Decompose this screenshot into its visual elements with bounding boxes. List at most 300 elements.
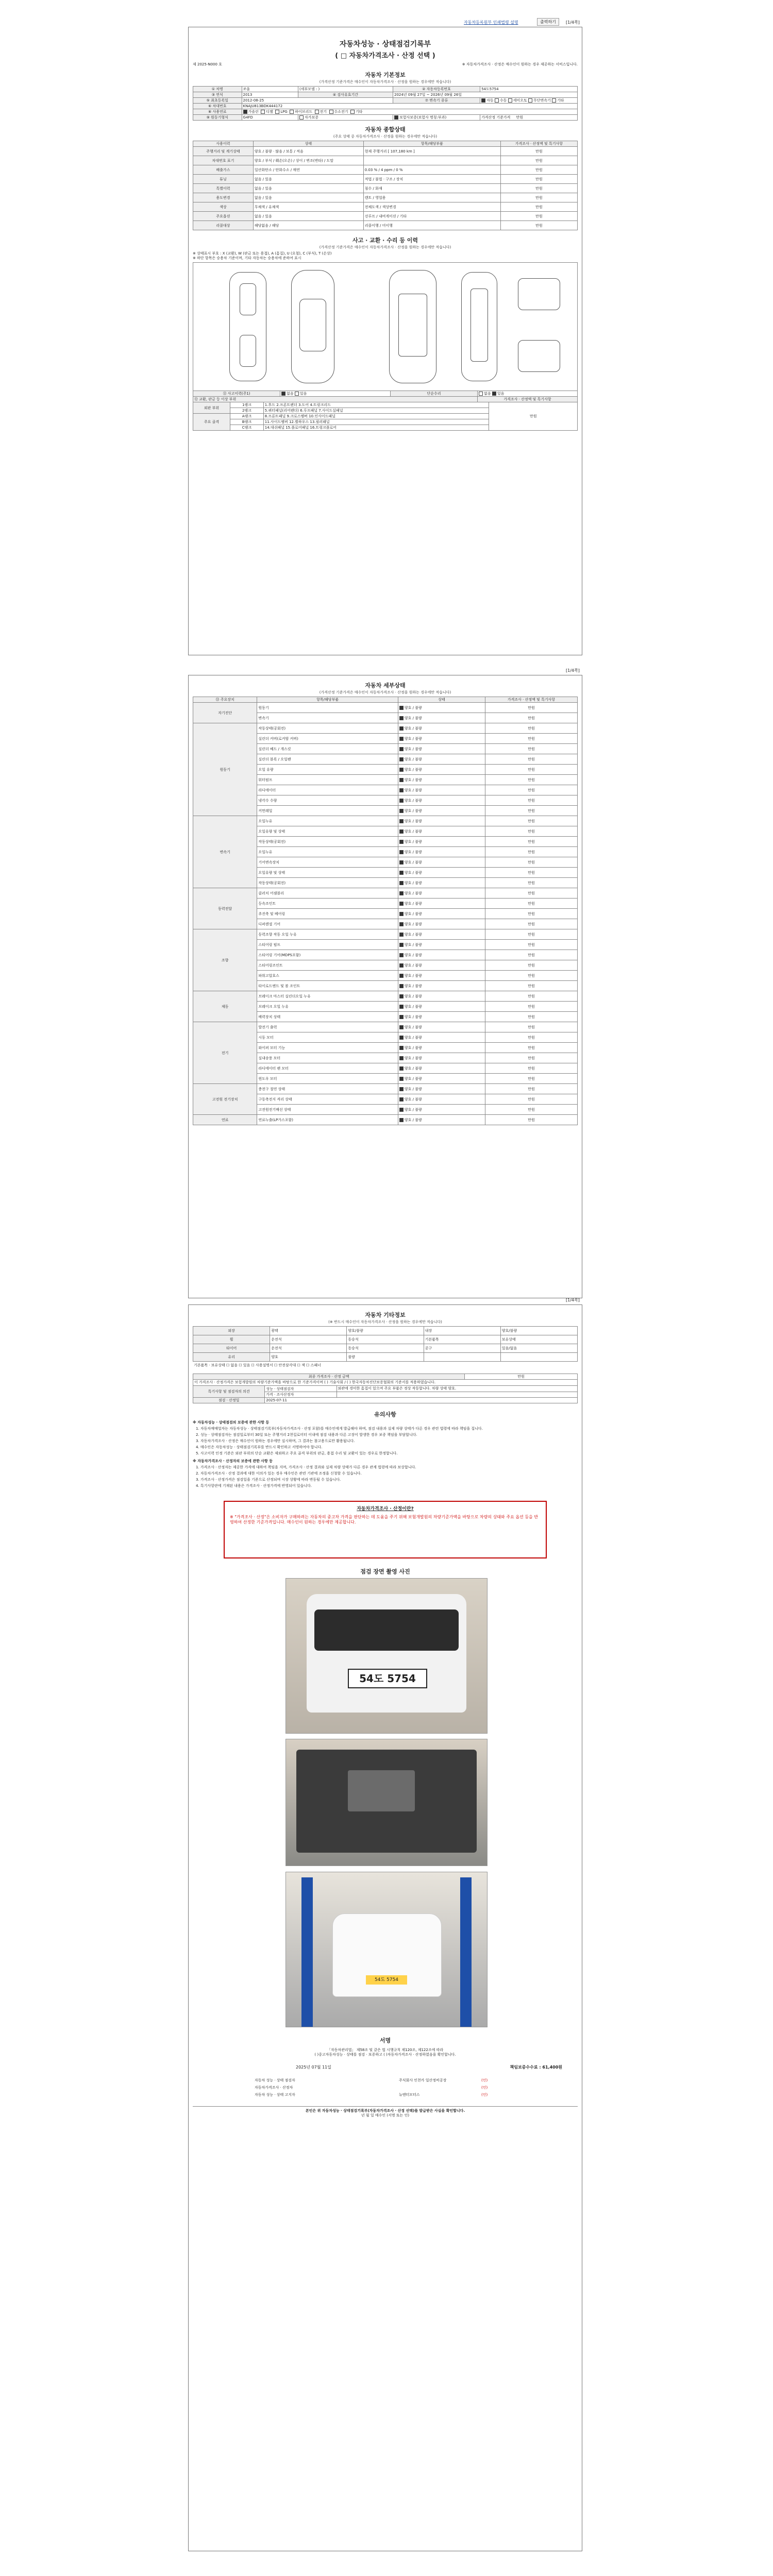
state-label: 양호 / 불량 (404, 705, 422, 710)
state-checkbox[interactable] (399, 974, 404, 978)
detail-item: 와이퍼 모터 기능 (257, 1043, 398, 1053)
fuel-checkbox-other[interactable] (350, 110, 355, 114)
doc-note: ※ 자동차가격조사 · 산정은 매수인이 원하는 경우 제공하는 서비스입니다. (462, 62, 578, 66)
fuel-checkbox-gasoline[interactable] (243, 110, 247, 114)
status-cell-state[interactable]: 없음 / 있음 (253, 212, 363, 221)
detail-unit: 만원 (485, 950, 578, 960)
detail-unit: 만원 (485, 816, 578, 826)
detail-state[interactable] (398, 1043, 485, 1053)
detail-unit: 만원 (485, 888, 578, 899)
status-cell-item: 적법 / 불법 · 구조 / 장치 (363, 175, 500, 184)
detail-unit: 만원 (485, 703, 578, 713)
status-row (193, 147, 578, 156)
final-price-note: 이 가격조사 · 산정가격은 보험개발원의 차량기준가액을 바탕으로 한 기준가격이며 ( ) 기술사회 / ( ) 한국자동차진단보증협회의 기준서를 적용하였습니다. (193, 1380, 578, 1386)
state-label: 양호 / 불량 (404, 891, 422, 895)
detail-state[interactable] (398, 723, 485, 734)
frame-side-inner (470, 289, 488, 362)
others-cell: 동승석 (347, 1344, 424, 1353)
status-cell-item: 현재 주행거리 [ 107,180 km ] (363, 147, 500, 156)
detail-item: 시동 모터 (257, 1032, 398, 1043)
engine-label: ⑨ 원동기형식 (193, 115, 242, 121)
others-cell (500, 1353, 577, 1362)
detail-item: 오일누유 (257, 847, 398, 857)
state-checkbox[interactable] (399, 768, 404, 772)
detail-state[interactable] (398, 971, 485, 981)
detail-item: 등속조인트 (257, 899, 398, 909)
vin-value: KNAJU813BDK444172 (242, 104, 577, 109)
detail-state[interactable] (398, 703, 485, 713)
state-checkbox[interactable] (399, 799, 404, 803)
detail-unit: 만원 (485, 1012, 578, 1022)
status-row (193, 184, 578, 193)
warranty-self-checkbox[interactable] (299, 115, 304, 120)
state-checkbox[interactable] (399, 984, 404, 988)
detail-state[interactable] (398, 868, 485, 878)
inspect-date-value: 2025-07-11 (265, 1398, 578, 1403)
detail-state[interactable] (398, 847, 485, 857)
detail-state[interactable] (398, 1053, 485, 1063)
detail-state[interactable] (398, 1022, 485, 1032)
state-checkbox[interactable] (399, 902, 404, 906)
detail-state[interactable] (398, 1002, 485, 1012)
detail-state[interactable] (398, 899, 485, 909)
detail-state[interactable] (398, 1115, 485, 1125)
state-checkbox[interactable] (399, 871, 404, 875)
detail-item: 기어변속장치 (257, 857, 398, 868)
trans-checkbox-auto[interactable] (481, 98, 485, 103)
trans-checkbox-manual[interactable] (495, 98, 499, 103)
detail-item: 작동상태(공회전) (257, 878, 398, 888)
notice-paragraph: 3. 가격조사 · 산정가격은 점검일을 기준으로 산정되며 시장 상황에 따라 변동될 수 있습니다. (196, 1478, 341, 1482)
detail-sub: (가격산정 기준가격은 매수인이 자동차가격조사 · 산정을 원하는 경우에만 적습니다) (319, 690, 451, 694)
detail-item: 오일 유량 (257, 765, 398, 775)
detail-item: 윈도우 모터 (257, 1074, 398, 1084)
detail-row (193, 816, 578, 826)
state-checkbox[interactable] (399, 922, 404, 926)
others-row (193, 1353, 578, 1362)
state-label: 양호 / 불량 (404, 777, 422, 782)
detail-state[interactable] (398, 919, 485, 929)
fuel-checkbox-hybrid[interactable] (290, 110, 294, 114)
detail-item: 오일유량 및 상태 (257, 826, 398, 837)
first-reg-label: ⑤ 최초등록일 (193, 98, 242, 104)
detail-state[interactable] (398, 806, 485, 816)
state-checkbox[interactable] (399, 819, 404, 823)
status-cell-name: 튜닝 (193, 175, 254, 184)
detail-unit: 만원 (485, 754, 578, 765)
final-price-label: 최종 가격조사 · 산정 금액 (193, 1374, 465, 1380)
state-checkbox[interactable] (399, 1025, 404, 1029)
detail-state[interactable] (398, 909, 485, 919)
detail-group-label: 조향 (193, 929, 257, 991)
accident-label: ⑪ 사고이력(주1) (193, 391, 280, 397)
status-cell-item (363, 156, 500, 165)
exchange-right: 가격조사 · 산정액 및 특기사항 (478, 397, 578, 402)
others-cell: 기본품목 (424, 1335, 500, 1344)
detail-state[interactable] (398, 734, 485, 744)
status-cell-state[interactable]: 해당없음 / 해당 (253, 221, 363, 230)
state-checkbox[interactable] (399, 850, 404, 854)
detail-state[interactable] (398, 1074, 485, 1084)
state-checkbox[interactable] (399, 1005, 404, 1009)
detail-item: 라디에이터 팬 모터 (257, 1063, 398, 1074)
state-label: 양호 / 불량 (404, 819, 422, 823)
detail-item: 충전구 절연 상태 (257, 1084, 398, 1094)
status-cell-name: 리콜대상 (193, 221, 254, 230)
plate-front: 54도 5754 (348, 1669, 427, 1688)
detail-item: 오일유량 및 상태 (257, 868, 398, 878)
signer-notifier: 자동차 성능 · 상태 고지자 (255, 2093, 295, 2097)
detail-item: 오일누유 (257, 816, 398, 826)
state-label: 양호 / 불량 (404, 953, 422, 957)
state-checkbox[interactable] (399, 1097, 404, 1101)
notice-paragraph: 4. 특기사항란에 기재된 내용은 가격조사 · 산정가격에 반영되어 있습니다. (196, 1484, 312, 1488)
state-label: 양호 / 불량 (404, 984, 422, 988)
notice-paragraph: 2. 성능 · 상태점검자는 점검일로부터 30일 또는 주행거리 2천킬로미터 이내에 점검 내용과 다른 고장이 발생한 경우 보증 책임을 부담합니다. (196, 1433, 417, 1437)
state-checkbox[interactable] (399, 1087, 404, 1091)
detail-item: 타이로드엔드 및 볼 조인트 (257, 981, 398, 991)
state-checkbox[interactable] (399, 860, 404, 865)
status-cell-state[interactable]: 양호 / 불량 · 많음 / 보통 / 적음 (253, 147, 363, 156)
state-checkbox[interactable] (399, 757, 404, 761)
rankA-parts: 8.프론트패널 9.크로스멤버 10.인사이드패널 (263, 414, 489, 419)
detail-item: 원동기 (257, 703, 398, 713)
frame-front-view (518, 278, 560, 310)
car-diagram (193, 262, 578, 391)
state-checkbox[interactable] (399, 881, 404, 885)
detail-unit: 만원 (485, 878, 578, 888)
notice-paragraph: 5. 사고이력 인정 기준은 외판 부위의 단순 교환은 제외하고 주요 골격 부위의 판금, 용접 수리 및 교환이 있는 경우로 한정합니다. (196, 1451, 398, 1455)
detail-unit: 만원 (485, 971, 578, 981)
status-row (193, 202, 578, 212)
state-checkbox[interactable] (399, 953, 404, 957)
trans-checkbox-semi[interactable] (508, 98, 512, 103)
print-law-link[interactable]: 자동차등록원부 인쇄법령 설명 (464, 20, 518, 25)
state-checkbox[interactable] (399, 1066, 404, 1071)
warranty-options: 자가보증 (298, 115, 393, 121)
detail-unit: 만원 (485, 960, 578, 971)
detail-unit: 만원 (485, 1115, 578, 1125)
detail-row (193, 888, 578, 899)
state-checkbox[interactable] (399, 963, 404, 968)
status-cell-item: 0.03 % / 4 ppm / 0 % (363, 165, 500, 175)
basic-title: 자동차 기본정보 (365, 72, 406, 78)
reg-no-value: 54도5754 (480, 87, 578, 92)
detail-group-label: 제동 (193, 991, 257, 1022)
state-checkbox[interactable] (399, 778, 404, 782)
price-role: 가격 · 조사산정자 (265, 1392, 337, 1398)
others-cell: 내장 (424, 1327, 500, 1335)
detail-state[interactable] (398, 744, 485, 754)
detail-item: 실내송풍 모터 (257, 1053, 398, 1063)
detail-group-label: 원동기 (193, 723, 257, 816)
detail-state[interactable] (398, 940, 485, 950)
inspect-value: 2024년 09월 27일 ~ 2026년 09월 26일 (393, 92, 577, 98)
detail-item: 동력조향 작동 오일 누유 (257, 929, 398, 940)
accident-title: 사고 · 교환 · 수리 등 이력 (352, 237, 418, 244)
state-checkbox[interactable] (399, 1036, 404, 1040)
state-checkbox[interactable] (399, 716, 404, 720)
detail-state[interactable] (398, 981, 485, 991)
seal-2: (인) (481, 2086, 488, 2090)
detail-state[interactable] (398, 857, 485, 868)
detail-state[interactable] (398, 713, 485, 723)
detail-state[interactable] (398, 816, 485, 826)
notice-paragraph: 1. 자동차매매업자는 자동차성능 · 상태점검기록부(자동차가격조사 · 산정 포함)를 매수인에게 발급해야 하며, 점검 내용과 실제 차량 상태가 다른 경우 관련 법령에 따라 책임을 집니다. (196, 1427, 483, 1431)
accident-none-checkbox[interactable] (281, 392, 285, 396)
basic-items-line: 기본품목 · 보유상태 ☐ 없음 ☐ 있음 ☐ 사용설명서 ☐ 안전삼각대 ☐ 잭 ☐ 스패너 (194, 1363, 321, 1367)
final-price-table (193, 1374, 578, 1386)
accident-legend-note2: ※ 하단 항목은 승용차 기준이며, 기타 자동차는 승용차에 준하여 표시 (193, 256, 301, 260)
fuel-checkbox-lpg[interactable] (275, 110, 279, 114)
detail-unit: 만원 (485, 1063, 578, 1074)
detail-state[interactable] (398, 950, 485, 960)
status-cell-unit: 만원 (500, 175, 577, 184)
detail-unit: 만원 (485, 868, 578, 878)
detail-row (193, 1022, 578, 1032)
status-cell-state[interactable]: 없음 / 있음 (253, 184, 363, 193)
trans-label: ⑦ 변속기 종류 (393, 98, 480, 104)
page-3 (188, 1304, 582, 2551)
state-label: 양호 / 불량 (404, 747, 422, 751)
detail-item: 연료누출(LP가스포함) (257, 1115, 398, 1125)
state-checkbox[interactable] (399, 1077, 404, 1081)
others-cell: 양호 (270, 1353, 347, 1362)
notice-h2: ※ 자동차가격조사 · 산정자의 보증에 관한 사항 등 (193, 1459, 273, 1463)
state-checkbox[interactable] (399, 994, 404, 998)
detail-state[interactable] (398, 795, 485, 806)
detail-unit: 만원 (485, 981, 578, 991)
detail-row (193, 1084, 578, 1094)
state-label: 양호 / 불량 (404, 716, 422, 720)
page-1 (188, 27, 582, 655)
fee-value: 61,400원 (542, 2065, 562, 2070)
final-price-unit: 만원 (465, 1374, 578, 1380)
detail-unit: 만원 (485, 837, 578, 847)
fuel-checkbox-hydrogen[interactable] (329, 110, 333, 114)
status-col-state: 상태 (253, 141, 363, 147)
others-table (193, 1326, 578, 1362)
state-label: 양호 / 불량 (404, 767, 422, 772)
notice-title: 유의사항 (374, 1411, 396, 1418)
detail-state[interactable] (398, 878, 485, 888)
status-cell-state[interactable]: 일산화탄소 / 탄화수소 / 매연 (253, 165, 363, 175)
warranty-insurer-checkbox[interactable] (394, 115, 398, 120)
price-definition-box (224, 1501, 547, 1558)
status-row (193, 156, 578, 165)
status-cell-name: 용도변경 (193, 193, 254, 202)
detail-item: 워터펌프 (257, 775, 398, 785)
state-checkbox[interactable] (399, 1046, 404, 1050)
state-checkbox[interactable] (399, 933, 404, 937)
detail-state[interactable] (398, 1032, 485, 1043)
detail-group-label: 자기진단 (193, 703, 257, 723)
simple-repair-none-checkbox[interactable] (479, 392, 483, 396)
trans-checkbox-cvt[interactable] (528, 98, 532, 103)
status-title: 자동차 종합상태 (365, 126, 406, 133)
detail-item: 구동축전지 격리 상태 (257, 1094, 398, 1105)
state-checkbox[interactable] (399, 891, 404, 895)
simple-repair-options: 없음 있음 (478, 391, 578, 397)
fuel-checkbox-diesel[interactable] (261, 110, 265, 114)
year-label: ③ 연식 (193, 92, 242, 98)
status-cell-name: 배출가스 (193, 165, 254, 175)
detail-state[interactable] (398, 837, 485, 847)
detail-state[interactable] (398, 1084, 485, 1094)
state-checkbox[interactable] (399, 706, 404, 710)
status-col-item: 항목/해당부품 (363, 141, 500, 147)
state-checkbox[interactable] (399, 747, 404, 751)
state-label: 양호 / 불량 (404, 1045, 422, 1050)
simple-repair-yes-checkbox[interactable] (492, 392, 496, 396)
print-button[interactable]: 출력하기 (537, 18, 559, 26)
state-label: 양호 / 불량 (404, 1107, 422, 1112)
detail-unit: 만원 (485, 847, 578, 857)
photo-lift (285, 1872, 488, 2027)
state-label: 양호 / 불량 (404, 880, 422, 885)
detail-row (193, 929, 578, 940)
accident-yes-checkbox[interactable] (295, 392, 299, 396)
status-cell-unit: 만원 (500, 202, 577, 212)
detail-unit: 만원 (485, 806, 578, 816)
state-checkbox[interactable] (399, 1108, 404, 1112)
rankB-parts: 11.사이드멤버 12.휠하우스 13.필러패널 (263, 419, 489, 425)
others-cell (424, 1353, 500, 1362)
detail-state[interactable] (398, 1094, 485, 1105)
state-label: 양호 / 불량 (404, 1087, 422, 1091)
detail-unit: 만원 (485, 1002, 578, 1012)
vin-label: ⑥ 차대번호 (193, 104, 242, 109)
detail-unit: 만원 (485, 826, 578, 837)
status-cell-state[interactable]: 없음 / 있음 (253, 193, 363, 202)
state-checkbox[interactable] (399, 943, 404, 947)
state-label: 양호 / 불량 (404, 994, 422, 998)
car-name-value: 쏘울 (242, 87, 298, 92)
sign-date: 2025년 07월 11일 (296, 2065, 331, 2070)
sign-line1: 「자동차관리법」 제58조 및 같은 법 시행규칙 제120조, 제122조에 따라 (327, 2048, 444, 2052)
detail-unit: 만원 (485, 857, 578, 868)
detail-item: 배력장치 상태 (257, 1012, 398, 1022)
detail-unit: 만원 (485, 909, 578, 919)
status-cell-unit: 만원 (500, 212, 577, 221)
warranty-insurer: 보험사보증(보험사 명칭:부과) (393, 115, 480, 121)
state-checkbox[interactable] (399, 1056, 404, 1060)
others-cell: 운전석 (270, 1335, 347, 1344)
car-name-extra: (세부모델 : ) (298, 87, 393, 92)
signer-list (255, 2077, 578, 2103)
others-cell: 양호/불량 (500, 1327, 577, 1335)
detail-state[interactable] (398, 765, 485, 775)
others-cell: 보유상태 (500, 1335, 577, 1344)
signer-dealer: 뉴엔터모터스 (399, 2093, 420, 2097)
status-cell-state[interactable]: 양호 / 부식 / 훼손(오손) / 상이 / 변조(변타) / 도말 (253, 156, 363, 165)
detail-unit: 만원 (485, 723, 578, 734)
state-label: 양호 / 불량 (404, 1056, 422, 1060)
state-checkbox[interactable] (399, 809, 404, 813)
status-cell-item: 렌트 / 영업용 (363, 193, 500, 202)
state-checkbox[interactable] (399, 1015, 404, 1019)
sign-footer2: 년 월 일 매수인 (서명 또는 인) (361, 2113, 410, 2117)
state-checkbox[interactable] (399, 737, 404, 741)
detail-state[interactable] (398, 826, 485, 837)
state-label: 양호 / 불량 (404, 973, 422, 978)
detail-unit: 만원 (485, 919, 578, 929)
detail-state[interactable] (398, 754, 485, 765)
state-checkbox[interactable] (399, 1118, 404, 1122)
state-checkbox[interactable] (399, 726, 404, 731)
fuel-options: 가솔린 디젤 LPG 하이브리드 전기 수소전기 기타 (242, 109, 577, 115)
state-checkbox[interactable] (399, 912, 404, 916)
inspect-label: ④ 검사유효기간 (298, 92, 393, 98)
detail-item: 브레이크 오일 누유 (257, 1002, 398, 1012)
detail-unit: 만원 (485, 1105, 578, 1115)
status-cell-state[interactable]: 없음 / 있음 (253, 175, 363, 184)
status-cell-state[interactable]: 무채색 / 유채색 (253, 202, 363, 212)
sign-title: 서명 (379, 2037, 391, 2044)
reg-no-label: ② 자동차등록번호 (393, 87, 480, 92)
photos-title: 점검 장면 촬영 사진 (360, 1568, 410, 1575)
detail-item: 작동상태(공회전) (257, 837, 398, 847)
others-cell: 공구 (424, 1344, 500, 1353)
detail-unit: 만원 (485, 1032, 578, 1043)
trans-options: 자동 수동 세미오토 무단변속기 기타 (480, 98, 578, 104)
state-label: 양호 / 불량 (404, 922, 422, 926)
car-left-window (240, 283, 256, 315)
detail-state[interactable] (398, 1063, 485, 1074)
status-cell-unit: 만원 (500, 147, 577, 156)
state-label: 양호 / 불량 (404, 788, 422, 792)
simple-repair-label: 단순수리 (390, 391, 477, 397)
detail-state[interactable] (398, 785, 485, 795)
state-checkbox[interactable] (399, 788, 404, 792)
detail-state[interactable] (398, 1012, 485, 1022)
opinion-label: 특기사항 및 점검자의 의견 (193, 1386, 265, 1398)
exchange-unit: 만원 (489, 402, 578, 431)
detail-state[interactable] (398, 888, 485, 899)
others-sub: (※ 반드시 매수인이 자동차가격조사 · 산정을 원하는 경우에만 적습니다) (328, 1320, 442, 1324)
opinion-text: 외관에 경미한 흠집이 있으며 주요 부품은 정상 작동합니다. 차량 상태 양호. (337, 1386, 577, 1392)
state-checkbox[interactable] (399, 829, 404, 834)
state-label: 양호 / 불량 (404, 829, 422, 834)
detail-group-label: 변속기 (193, 816, 257, 888)
detail-unit: 만원 (485, 713, 578, 723)
state-label: 양호 / 불량 (404, 1117, 422, 1122)
state-checkbox[interactable] (399, 840, 404, 844)
others-cell: 동승석 (347, 1335, 424, 1344)
rank1-parts: 1.후드 2.프론트펜더 3.도어 4.트렁크리드 (263, 402, 489, 408)
state-label: 양호 / 불량 (404, 1066, 422, 1071)
status-cell-unit: 만원 (500, 165, 577, 175)
detail-state[interactable] (398, 960, 485, 971)
detail-title: 자동차 세부상태 (365, 682, 406, 689)
signer-inspector: 자동차 성능 · 상태 점검자 (255, 2078, 295, 2082)
detail-item: 변속기 (257, 713, 398, 723)
others-cell: 있음/없음 (500, 1344, 577, 1353)
trans-checkbox-other[interactable] (552, 98, 556, 103)
detail-state[interactable] (398, 991, 485, 1002)
detail-item: 발전기 출력 (257, 1022, 398, 1032)
detail-item: 스티어링 기어(MDPS포함) (257, 950, 398, 960)
detail-state[interactable] (398, 1105, 485, 1115)
sign-line2: ( )중고자동차성능 · 상태를 점검 · 보증하고 ( )자동차가격조사 · 산정하였음을 확인합니다. (314, 2053, 456, 2057)
fuel-checkbox-electric[interactable] (315, 110, 319, 114)
detail-state[interactable] (398, 929, 485, 940)
detail-state[interactable] (398, 775, 485, 785)
car-roof (299, 299, 326, 351)
detail-item: 추진축 및 베어링 (257, 909, 398, 919)
doc-title: 자동차성능 · 상태점검기록부 (339, 40, 431, 48)
status-row (193, 165, 578, 175)
